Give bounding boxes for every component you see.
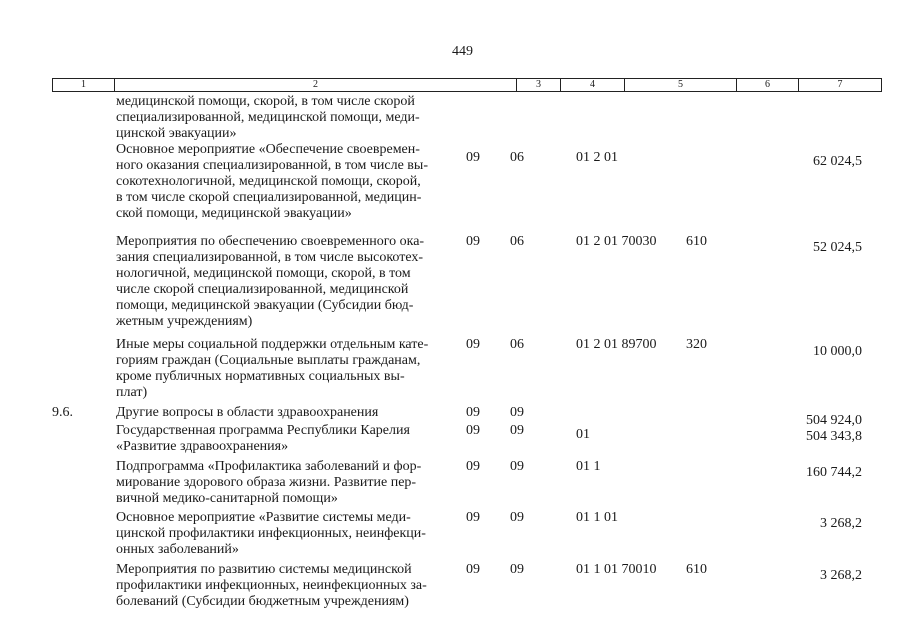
row-amount: 3 268,2 xyxy=(820,516,862,531)
row-name: Основное мероприятие «Развитие системы меди- цинской профилактики инфекционных, неинфекци- онных заболеваний» xyxy=(116,510,426,557)
row-section: 09 xyxy=(466,510,480,525)
row-name: Иные меры социальной поддержки отдельным кате- гориям граждан (Социальные выплаты гражданам, кроме публичных нормативных социальных вы- плат) xyxy=(116,337,429,400)
row-amount: 3 268,2 xyxy=(820,568,862,583)
header-col-4: 4 xyxy=(561,79,625,91)
row-expense-type: 610 xyxy=(686,234,707,249)
row-subsection: 06 xyxy=(510,150,524,165)
row-amount: 160 744,2 xyxy=(806,465,862,480)
row-target-code: 01 2 01 89700 xyxy=(576,337,657,352)
page-number: 449 xyxy=(452,44,473,59)
row-expense-type: 610 xyxy=(686,562,707,577)
row-subsection: 09 xyxy=(510,562,524,577)
row-section: 09 xyxy=(466,337,480,352)
row-subsection: 06 xyxy=(510,337,524,352)
row-name: Мероприятия по обеспечению своевременного ока- зания специализированной, в том числе высокотех- нологичной, медицинской помощи, скорой, в том числе скорой специализированной, медицинской помощи, медицинской эвакуации (Субсидии бюд- жетным учреждениям) xyxy=(116,234,425,329)
row-expense-type: 320 xyxy=(686,337,707,352)
row-target-code: 01 2 01 xyxy=(576,150,618,165)
row-name: Государственная программа Республики Карелия «Развитие здравоохранения» xyxy=(116,423,410,454)
row-amount: 504 343,8 xyxy=(806,429,862,444)
row-target-code: 01 1 01 70010 xyxy=(576,562,657,577)
row-section: 09 xyxy=(466,405,480,420)
row-amount: 10 000,0 xyxy=(813,344,862,359)
row-section: 09 xyxy=(466,150,480,165)
row-target-code: 01 1 xyxy=(576,459,601,474)
row-name: Другие вопросы в области здравоохранения xyxy=(116,405,379,420)
row-number: 9.6. xyxy=(52,405,73,420)
row-amount: 504 924,0 xyxy=(806,413,862,428)
row-subsection: 09 xyxy=(510,405,524,420)
row-target-code: 01 1 01 xyxy=(576,510,618,525)
header-col-7: 7 xyxy=(837,79,843,90)
table-header xyxy=(52,78,882,92)
row-section: 09 xyxy=(466,423,480,438)
header-col-1: 1 xyxy=(53,79,115,91)
header-col-5: 5 xyxy=(625,79,737,91)
row-target-code: 01 xyxy=(576,427,590,442)
row-name: Основное мероприятие «Обеспечение своевремен- ного оказания специализированной, в том числе вы- сокотехнологичной, медицинской помощи, скорой, в том числе скорой специализированной, медицин- ской помощи, медицинской эвакуации» xyxy=(116,142,428,221)
row-subsection: 09 xyxy=(510,459,524,474)
header-col-6: 6 xyxy=(737,79,799,91)
header-col-3: 3 xyxy=(517,79,561,91)
row-name: Подпрограмма «Профилактика заболеваний и фор- мирование здорового образа жизни. Развитие пер- вичной медико-санитарной помощи» xyxy=(116,459,422,506)
row-section: 09 xyxy=(466,234,480,249)
row-section: 09 xyxy=(466,459,480,474)
row-amount: 52 024,5 xyxy=(813,240,862,255)
row-section: 09 xyxy=(466,562,480,577)
row-subsection: 06 xyxy=(510,234,524,249)
row-target-code: 01 2 01 70030 xyxy=(576,234,657,249)
row-amount: 62 024,5 xyxy=(813,154,862,169)
header-col-2: 2 xyxy=(115,79,517,91)
row-subsection: 09 xyxy=(510,510,524,525)
row-subsection: 09 xyxy=(510,423,524,438)
row-name: медицинской помощи, скорой, в том числе скорой специализированной, медицинской помощи, меди- цинской эвакуации» xyxy=(116,94,420,141)
row-name: Мероприятия по развитию системы медицинской профилактики инфекционных, неинфекционных за- болеваний (Субсидии бюджетным учреждениям) xyxy=(116,562,427,609)
